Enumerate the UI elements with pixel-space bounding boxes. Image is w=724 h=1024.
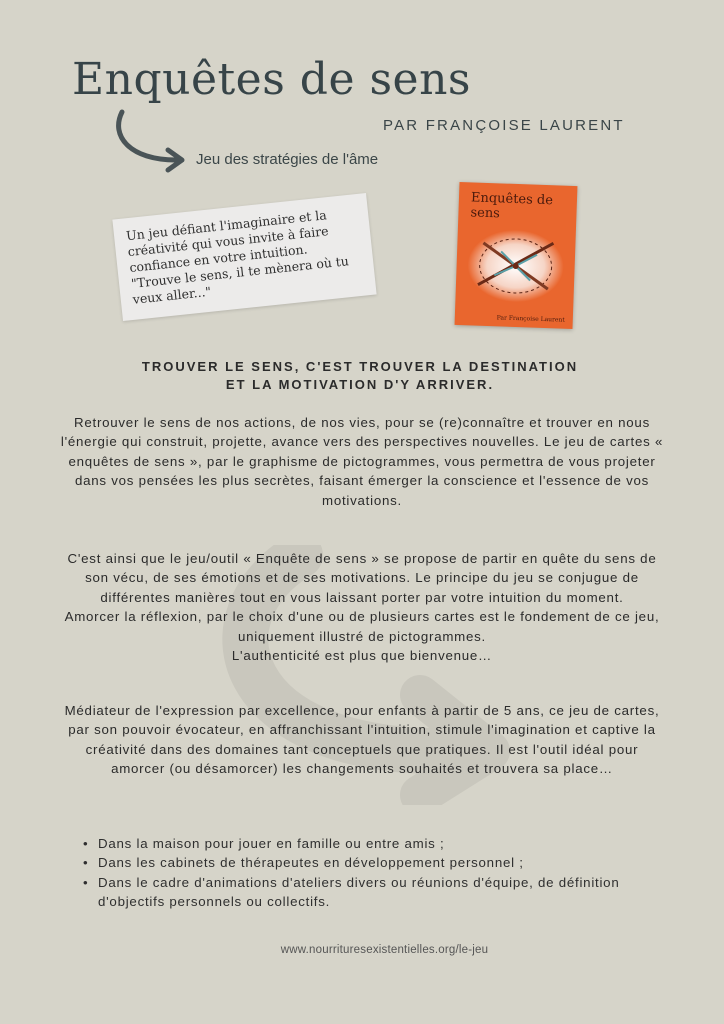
card-author: Par Françoise Laurent [496,314,565,324]
compass-icon [463,224,568,310]
section-heading-line1: TROUVER LE SENS, C'EST TROUVER LA DESTINATION [141,359,579,374]
list-item: • Dans les cabinets de thérapeutes en développement personnel ; [80,853,680,872]
card-title: Enquêtes de sens [470,190,554,222]
intro-note-text: Un jeu défiant l'imaginaire et la créativité qui vous invite à faire confiance en votre intuition. "Trouve le sens, il te mènera où tu veux aller..." [125,207,350,307]
intro-note [112,193,376,321]
page-title: Enquêtes de sens [72,54,472,105]
game-subtitle: Jeu des stratégies de l'âme [196,151,379,168]
paragraph-3-text: Médiateur de l'expression par excellence, pour enfants à partir de 5 ans, ce jeu de cartes, par son pouvoir évocateur, en affranchissant l'intuition, stimule l'imagination et captive la créativité dans des domaines tant conceptuels que pratiques. Il est l'outil idéal pour amorcer (ou désamorcer) les changements souhaités et trouvera sa place… [64,703,660,777]
paragraph-1-text: Retrouver le sens de nos actions, de nos vies, pour se (re)connaître et trouver en nous l'énergie qui construit, projette, avance vers des perspectives nouvelles. Le jeu de cartes « enquêtes de sens », par le graphisme de pictogrammes, vous permettra de vous projeter dans vos pensées les plus secrètes, faisant émerger la conscience et l'essence de vos motivations. [60,415,664,508]
author-byline: PAR FRANÇOISE LAURENT [383,117,625,134]
paragraph-2b-text: Amorcer la réflexion, par le choix d'une ou de plusieurs cartes est le fondement de ce jeu, uniquement illustré de pictogrammes. [64,609,660,644]
usage-list [80,834,680,912]
paragraph-1 [60,413,664,510]
paragraph-3 [60,701,664,779]
paragraph-2 [60,549,664,665]
section-heading-line2: ET LA MOTIVATION D'Y ARRIVER. [225,377,495,392]
list-item: • Dans le cadre d'animations d'ateliers divers ou réunions d'équipe, de définition d'objectifs personnels ou collectifs. [80,873,680,912]
section-heading [60,358,660,394]
game-card-image [455,182,578,329]
paragraph-2a-text: C'est ainsi que le jeu/outil « Enquête de sens » se propose de partir en quête du sens de son vécu, de ses émotions et de ses motivations. Le principe du jeu se conjugue de différentes manières tout en vous laissant porter par votre intuition du moment. [67,551,657,605]
paragraph-2c-text: L'authenticité est plus que bienvenue… [231,648,493,664]
curved-arrow-icon [108,108,198,178]
footer-url[interactable]: www.nourrituresexistentielles.org/le-jeu [280,944,489,956]
list-item: • Dans la maison pour jouer en famille ou entre amis ; [80,834,680,853]
